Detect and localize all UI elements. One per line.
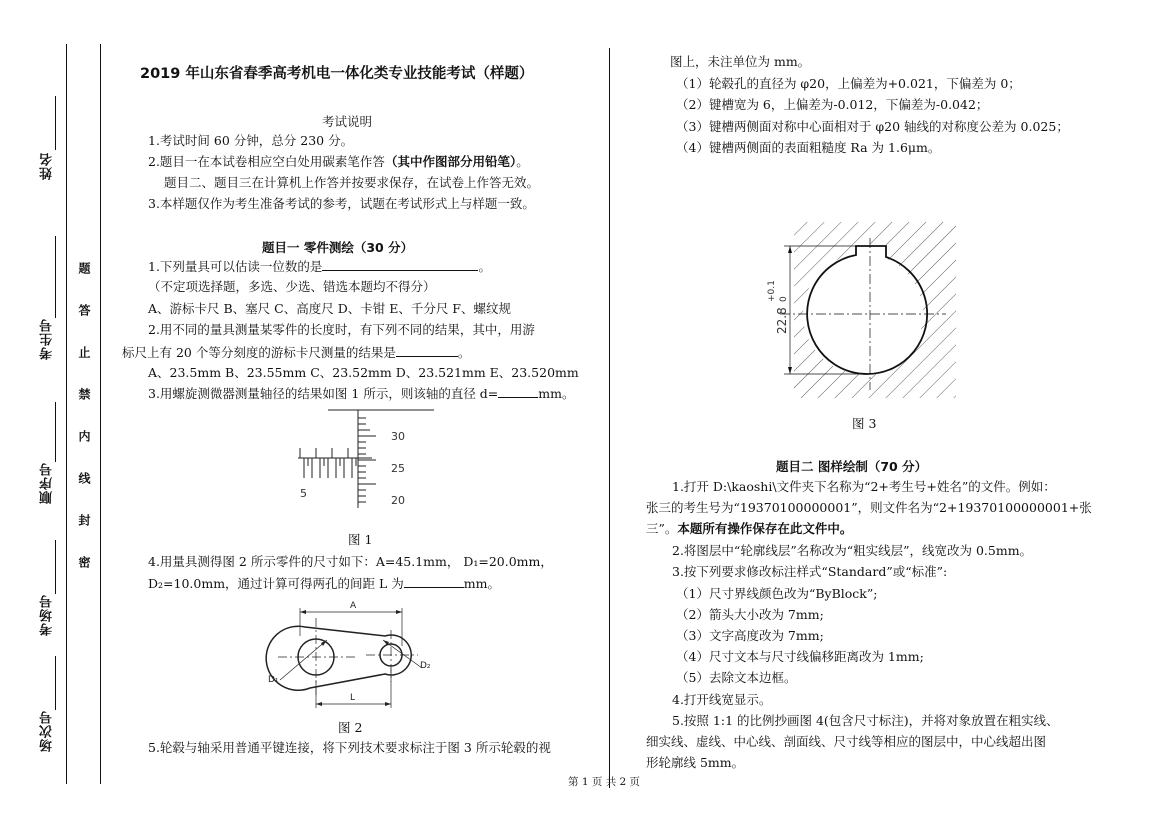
q2-step-4: 4.打开线宽显示。 [672, 692, 772, 707]
q1-item-2-options: A、23.5mm B、23.55mm C、23.52mm D、23.521mm E、23.520mm [148, 365, 579, 380]
room-number-label: 考场号 [40, 594, 55, 636]
exam-note-2-bold: （其中作图部分用铅笔） [384, 154, 517, 169]
q1-item-5: 5.轮毂与轴采用普通平键连接，将下列技术要求标注于图 3 所示轮毂的视 [148, 740, 551, 755]
q2-step-1-bold: 本题所有操作保存在此文件中。 [677, 521, 853, 536]
q1-item-5-cont: 图上，未注单位为 mm。 [670, 54, 811, 69]
q2-step-3-1: （1）尺寸界线颜色改为“ByBlock”; [676, 586, 878, 601]
q1-item-2-answer-blank[interactable] [396, 343, 458, 357]
fig2-label-l: L [350, 693, 356, 703]
session-number-blank[interactable] [55, 656, 56, 710]
exam-note-2-cont: 题目二、题目三在计算机上作答并按要求保存，在试卷上作答无效。 [164, 175, 540, 190]
fig2-label-d2: D₂ [420, 661, 431, 671]
q1-item-4-end: mm。 [463, 576, 501, 591]
name-field-blank[interactable] [55, 96, 56, 150]
requirement-4: （4）键槽两侧面的表面粗糙度 Ra 为 1.6μm。 [676, 140, 941, 155]
q2-step-1: 1.打开 D:\kaoshi\文件夹下名称为“2+考生号+姓名”的文件。例如： [672, 479, 1056, 494]
binding-inner-line [100, 44, 101, 784]
q2-step-5: 5.按照 1:1 的比例抄画图 4(包含尺寸标注)，并将对象放置在粗实线、 [672, 713, 1059, 728]
question-1-heading: 题目一 零件测绘（30 分） [262, 240, 414, 255]
figure-1-caption: 图 1 [348, 532, 373, 547]
candidate-number-blank[interactable] [55, 236, 56, 318]
requirement-3: （3）键槽两侧面对称中心面相对于 φ20 轴线的对称度公差为 0.025； [676, 119, 1069, 134]
q1-item-2: 2.用不同的量具测量某零件的长度时，有下列不同的结果，其中，用游 [148, 322, 535, 337]
sequence-number-blank[interactable] [55, 402, 56, 462]
fig1-label-30: 30 [391, 430, 405, 443]
q1-item-1 [148, 257, 491, 275]
fig3-tol-upper: +0.1 [767, 280, 777, 302]
q1-item-3-text: 3.用螺旋测微器测量轴径的结果如图 1 所示，则该轴的直径 d= [148, 386, 499, 401]
q2-step-5-cont: 细实线、虚线、中心线、剖面线、尺寸线等相应的图层中，中心线超出图 [646, 734, 1047, 749]
seal-char-6: 线 [77, 472, 91, 484]
figure-2-link-part [262, 596, 442, 712]
q1-item-2-text: 标尺上有 20 个等分刻度的游标卡尺测量的结果是 [122, 345, 396, 360]
exam-note-2-text: 2.题目一在本试卷相应空白处用碳素笔作答 [148, 154, 385, 169]
q2-step-5-end: 形轮廓线 5mm。 [646, 755, 745, 770]
room-number-blank[interactable] [55, 540, 56, 594]
exam-notes-heading: 考试说明 [322, 114, 373, 129]
fig1-label-25: 25 [391, 462, 405, 475]
q2-step-3-4: （4）尺寸文本与尺寸线偏移距离改为 1mm; [676, 649, 924, 664]
q1-item-4-text: D₂=10.0mm，通过计算可得两孔的间距 L 为 [148, 576, 404, 591]
q1-item-2-end: 。 [457, 345, 471, 360]
q1-item-3 [148, 384, 575, 402]
exam-note-1: 1.考试时间 60 分钟，总分 230 分。 [148, 133, 354, 148]
question-2-heading: 题目二 图样绘制（70 分） [776, 459, 928, 474]
seal-char-2: 答 [77, 304, 91, 316]
q1-item-4-answer-blank[interactable] [404, 574, 464, 588]
exam-note-3: 3.本样题仅作为考生准备考试的参考，试题在考试形式上与样题一致。 [148, 196, 535, 211]
seal-char-3: 止 [77, 346, 91, 358]
exam-note-2-end: 。 [516, 154, 529, 169]
q1-item-3-end: mm。 [538, 386, 575, 401]
page-title: 2019 年山东省春季高考机电一体化类专业技能考试（样题） [140, 66, 534, 82]
q1-item-2-cont [122, 343, 470, 361]
q1-item-3-answer-blank[interactable] [498, 384, 538, 398]
binding-outer-line [66, 44, 67, 784]
q1-item-1-options: A、游标卡尺 B、塞尺 C、高度尺 D、卡钳 E、千分尺 F、螺纹规 [148, 301, 511, 316]
q1-item-1-answer-blank[interactable] [322, 257, 478, 271]
requirement-2: （2）键槽宽为 6，上偏差为-0.012，下偏差为-0.042； [676, 97, 989, 112]
fig3-tol-lower: 0 [779, 296, 789, 302]
page-footer: 第 1 页 共 2 页 [568, 776, 641, 788]
q1-item-1-text: 1.下列量具可以估读一位数的是 [148, 259, 323, 274]
q1-item-1-end: 。 [478, 259, 491, 274]
candidate-number-label: 考生号 [40, 318, 55, 360]
q2-step-1-end-text: 三”。 [646, 521, 678, 536]
q2-step-1-end [646, 520, 852, 537]
q2-step-3: 3.按下列要求修改标注样式“Standard”或“标准”: [672, 564, 948, 579]
column-divider [609, 48, 610, 788]
sequence-number-label: 顺序号 [40, 462, 55, 504]
figure-3-hub-keyway [760, 218, 960, 402]
q1-item-1-note: （不定项选择题，多选、少选、错选本题均不得分） [148, 279, 436, 294]
q2-step-3-5: （5）去除文本边框。 [676, 670, 797, 685]
fig2-label-d1: D₁ [268, 675, 279, 685]
fig1-label-20: 20 [391, 494, 405, 507]
fig1-label-5: 5 [300, 487, 307, 500]
q1-item-4: 4.用量具测得图 2 所示零件的尺寸如下：A=45.1mm， D₁=20.0mm， [148, 554, 553, 569]
requirement-1: （1）轮毂孔的直径为 φ20，上偏差为+0.021，下偏差为 0； [676, 76, 1021, 91]
seal-char-1: 题 [77, 262, 91, 274]
q2-step-3-3: （3）文字高度改为 7mm; [676, 628, 824, 643]
seal-char-8: 密 [77, 556, 91, 568]
fig2-label-a: A [350, 601, 357, 611]
seal-char-5: 内 [77, 430, 91, 442]
exam-note-2 [148, 153, 529, 170]
session-number-label: 场次号 [40, 710, 55, 752]
seal-char-7: 封 [77, 514, 91, 526]
q2-step-2: 2.将图层中“轮廓线层”名称改为“粗实线层”，线宽改为 0.5mm。 [672, 543, 1033, 558]
figure-1-micrometer [290, 404, 440, 514]
figure-3-caption: 图 3 [852, 416, 877, 431]
name-field-label: 姓名 [40, 152, 55, 180]
fig3-dim-value: 22.8 [775, 307, 789, 334]
seal-char-4: 禁 [77, 388, 91, 400]
q2-step-1-cont: 张三的考生号为“19370100000001”，则文件名为“2+19370100000001+张 [646, 500, 1092, 515]
q2-step-3-2: （2）箭头大小改为 7mm; [676, 607, 824, 622]
figure-2-caption: 图 2 [338, 720, 363, 735]
q1-item-4-cont [148, 574, 500, 592]
